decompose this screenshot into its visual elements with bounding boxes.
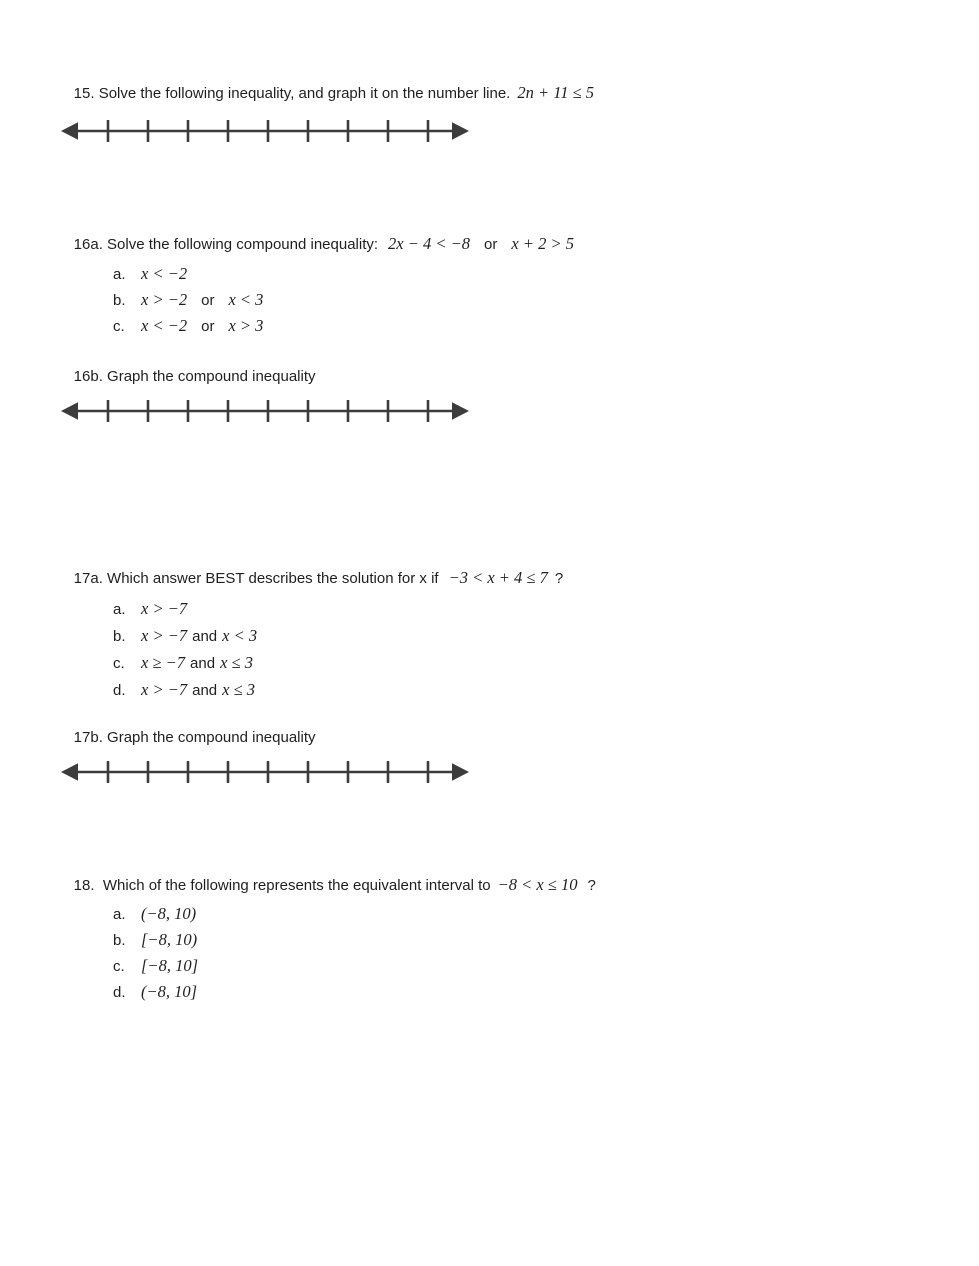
question-18-inequality: −8 < x ≤ 10 [497, 875, 578, 894]
question-17a-suffix: ? [554, 570, 564, 587]
option-interval: [−8, 10] [141, 956, 198, 975]
option-math: x < −2 [141, 264, 188, 283]
option-label: a. [113, 601, 126, 618]
option-math: x > −7 [141, 680, 188, 699]
option-label: b. [113, 628, 126, 645]
number-line-q16b [60, 395, 470, 427]
number-line-q17b [60, 756, 470, 788]
question-16a-connector: or [484, 236, 498, 253]
left-arrowhead-icon [61, 122, 78, 140]
answer-option-a [88, 235, 263, 283]
question-16b-text: 16b. Graph the compound inequality [73, 368, 316, 385]
option-label: a. [113, 906, 126, 923]
option-label: d. [113, 682, 126, 699]
option-math: x < 3 [228, 290, 264, 309]
left-arrowhead-icon [61, 402, 78, 420]
right-arrowhead-icon [452, 402, 469, 420]
option-label: b. [113, 932, 126, 949]
option-connector: and [190, 655, 216, 672]
question-16a-text: 16a. Solve the following compound inequality: [73, 236, 379, 253]
option-math: x ≥ −7 [141, 653, 186, 672]
option-connector: or [201, 318, 215, 335]
question-17a-text: 17a. Which answer BEST describes the solution for x if [73, 570, 439, 587]
number-line-graphic [60, 395, 470, 427]
option-math: x > −7 [141, 599, 188, 618]
option-interval: (−8, 10) [141, 904, 197, 923]
option-label: c. [113, 318, 125, 335]
question-16a-inequality-1: 2x − 4 < −8 [388, 234, 471, 253]
option-label: b. [113, 292, 126, 309]
question-16a-options [88, 235, 264, 335]
right-arrowhead-icon [452, 763, 469, 781]
number-line-graphic [60, 115, 470, 147]
option-label: d. [113, 984, 126, 1001]
right-arrowhead-icon [452, 122, 469, 140]
option-math: x ≤ 3 [220, 653, 253, 672]
question-18-text: 18. Which of the following represents the equivalent interval to [73, 877, 491, 894]
option-math: x > −7 [141, 626, 188, 645]
answer-option-a [88, 568, 257, 618]
number-line-graphic [60, 756, 470, 788]
left-arrowhead-icon [61, 763, 78, 781]
option-interval: [−8, 10) [141, 930, 198, 949]
answer-option-a [88, 875, 198, 923]
question-18-options [88, 875, 198, 1001]
option-connector: and [192, 628, 218, 645]
number-line-q15 [60, 115, 470, 147]
question-18-suffix: ? [587, 877, 596, 894]
option-label: a. [113, 266, 126, 283]
question-17a-options [88, 568, 258, 699]
option-interval: (−8, 10] [141, 982, 198, 1001]
question-17a-inequality: −3 < x + 4 ≤ 7 [448, 568, 548, 587]
option-math: x < 3 [222, 626, 258, 645]
option-math: x > −2 [141, 290, 188, 309]
option-connector: or [201, 292, 215, 309]
option-connector: and [192, 682, 218, 699]
question-15-inequality: 2n + 11 ≤ 5 [517, 83, 595, 102]
question-16a-inequality-2: x + 2 > 5 [511, 234, 574, 253]
option-math: x < −2 [141, 316, 188, 335]
option-math: x ≤ 3 [222, 680, 256, 699]
question-15-text: 15. Solve the following inequality, and graph it on the number line. [73, 85, 511, 102]
option-math: x > 3 [228, 316, 264, 335]
option-label: c. [113, 958, 125, 975]
question-17b-text: 17b. Graph the compound inequality [73, 729, 316, 746]
option-label: c. [113, 655, 125, 672]
